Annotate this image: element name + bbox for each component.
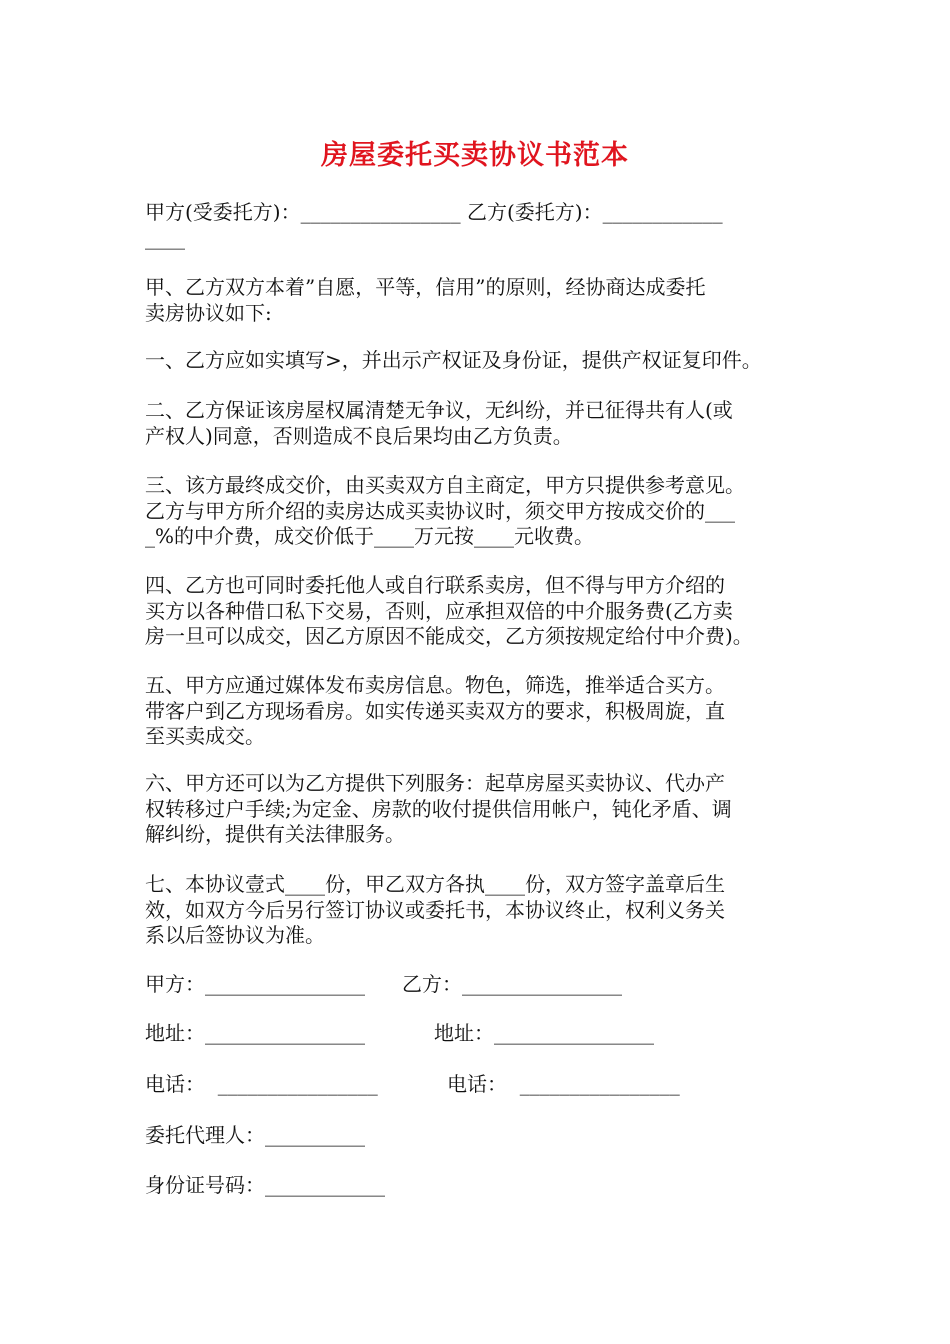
clause-4: 四、乙方也可同时委托他人或自行联系卖房，但不得与甲方介绍的 买方以各种借口私下交易，否则，应承担双倍的中介服务费(乙方卖 房一旦可以成交，因乙方原因不能成交，乙方须按规定给付中介费)。 [145, 573, 753, 648]
intro-paragraph: 甲、乙方双方本着”自愿，平等，信用”的原则，经协商达成委托 卖房协议如下: [145, 275, 706, 325]
clause-1: 一、乙方应如实填写>，并出示产权证及身份证，提供产权证复印件。 [145, 348, 762, 372]
party-b-address: 地址：________________ [434, 1021, 654, 1045]
party-b-signature: 乙方：________________ [402, 972, 622, 996]
document-title: 房屋委托买卖协议书范本 [321, 140, 629, 171]
party-a-address: 地址：________________ [145, 1021, 365, 1045]
id-number-line: 身份证号码：____________ [145, 1173, 385, 1197]
party-a-phone: 电话： ________________ [145, 1072, 378, 1096]
clause-3: 三、该方最终成交价，由买卖双方自主商定，甲方只提供参考意见。 乙方与甲方所介绍的卖房达成买卖协议时，须交甲方按成交价的___ _%的中介费，成交价低于____万元按____元收费。 [145, 473, 745, 548]
clause-2: 二、乙方保证该房屋权属清楚无争议，无纠纷，并已征得共有人(或 产权人)同意，否则造成不良后果均由乙方负责。 [145, 398, 733, 448]
clause-7: 七、本协议壹式____份，甲乙双方各执____份，双方签字盖章后生 效，如双方今后另行签订协议或委托书，本协议终止，权利义务关 系以后签协议为准。 [145, 872, 725, 947]
party-b-phone: 电话： ________________ [447, 1072, 680, 1096]
party-a-signature: 甲方：________________ [145, 972, 365, 996]
clause-6: 六、甲方还可以为乙方提供下列服务：起草房屋买卖协议、代办产 权转移过户手续;为定金、房款的收付提供信用帐户，钝化矛盾、调 解纠纷，提供有关法律服务。 [145, 771, 732, 846]
agent-line: 委托代理人：__________ [145, 1123, 365, 1147]
parties-line: 甲方(受委托方)：________________ 乙方(委托方)：____________ ____ [145, 200, 723, 250]
clause-5: 五、甲方应通过媒体发布卖房信息。物色，筛选，推举适合买方。 带客户到乙方现场看房。如实传递买卖双方的要求，积极周旋，直 至买卖成交。 [145, 673, 725, 748]
